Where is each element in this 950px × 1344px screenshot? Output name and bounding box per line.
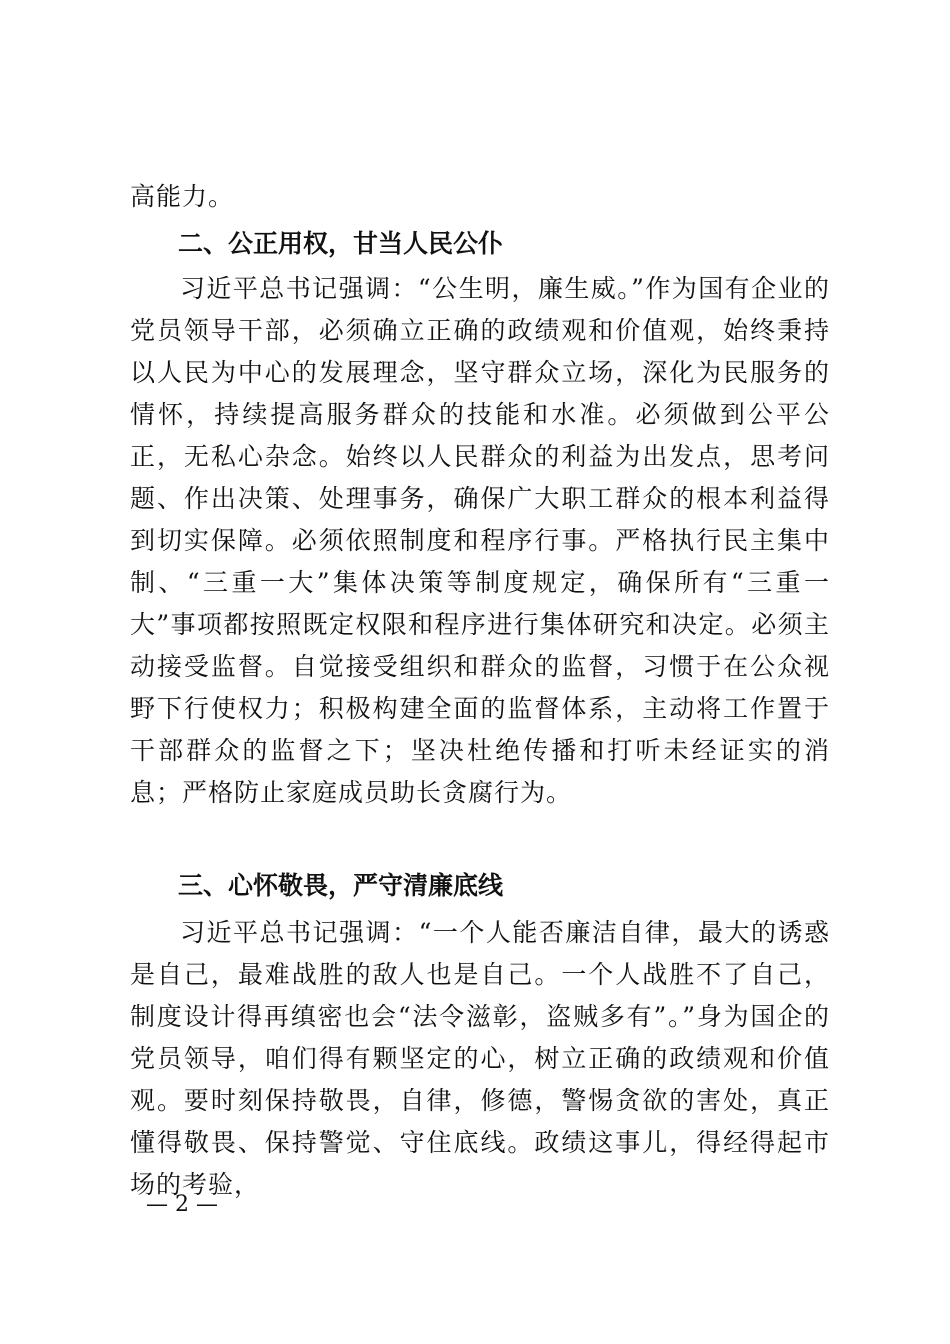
continuation-text: 高能力。 [130,182,235,211]
section-2-body [130,268,830,814]
section-3-body [130,912,830,1206]
section-heading-2: 二、公正用权，甘当人民公仆 [178,229,504,258]
section-3-paragraph: 习近平总书记强调：“一个人能否廉洁自律，最大的诱惑是自己，最难战胜的敌人也是自己。一个人战胜不了自己，制度设计得再缜密也会“法令滋彰，盗贼多有”。”身为国企的党员领导，咱们得有颗坚定的心，树立正确的政绩观和价值观。要时刻保持敬畏，自律，修德，警惕贪欲的害处，真正懂得敬畏、保持警觉、守住底线。政绩这事儿，得经得起市场的考验， [130,918,830,1199]
section-2-paragraph: 习近平总书记强调：“公生明，廉生威。”作为国有企业的党员领导干部，必须确立正确的政绩观和价值观，始终秉持以人民为中心的发展理念，坚守群众立场，深化为民服务的情怀，持续提高服务群众的技能和水准。必须做到公平公正，无私心杂念。始终以人民群众的利益为出发点，思考问题、作出决策、处理事务，确保广大职工群众的根本利益得到切实保障。必须依照制度和程序行事。严格执行民主集中制、“三重一大”集体决策等制度规定，确保所有“三重一大”事项都按照既定权限和程序进行集体研究和决定。必须主动接受监督。自觉接受组织和群众的监督，习惯于在公众视野下行使权力；积极构建全面的监督体系，主动将工作置于干部群众的监督之下；坚决杜绝传播和打听未经证实的消息；严格防止家庭成员助长贪腐行为。 [130,274,830,807]
section-heading-3: 三、心怀敬畏，严守清廉底线 [178,871,504,900]
page-number: — 2 — [146,1192,218,1217]
